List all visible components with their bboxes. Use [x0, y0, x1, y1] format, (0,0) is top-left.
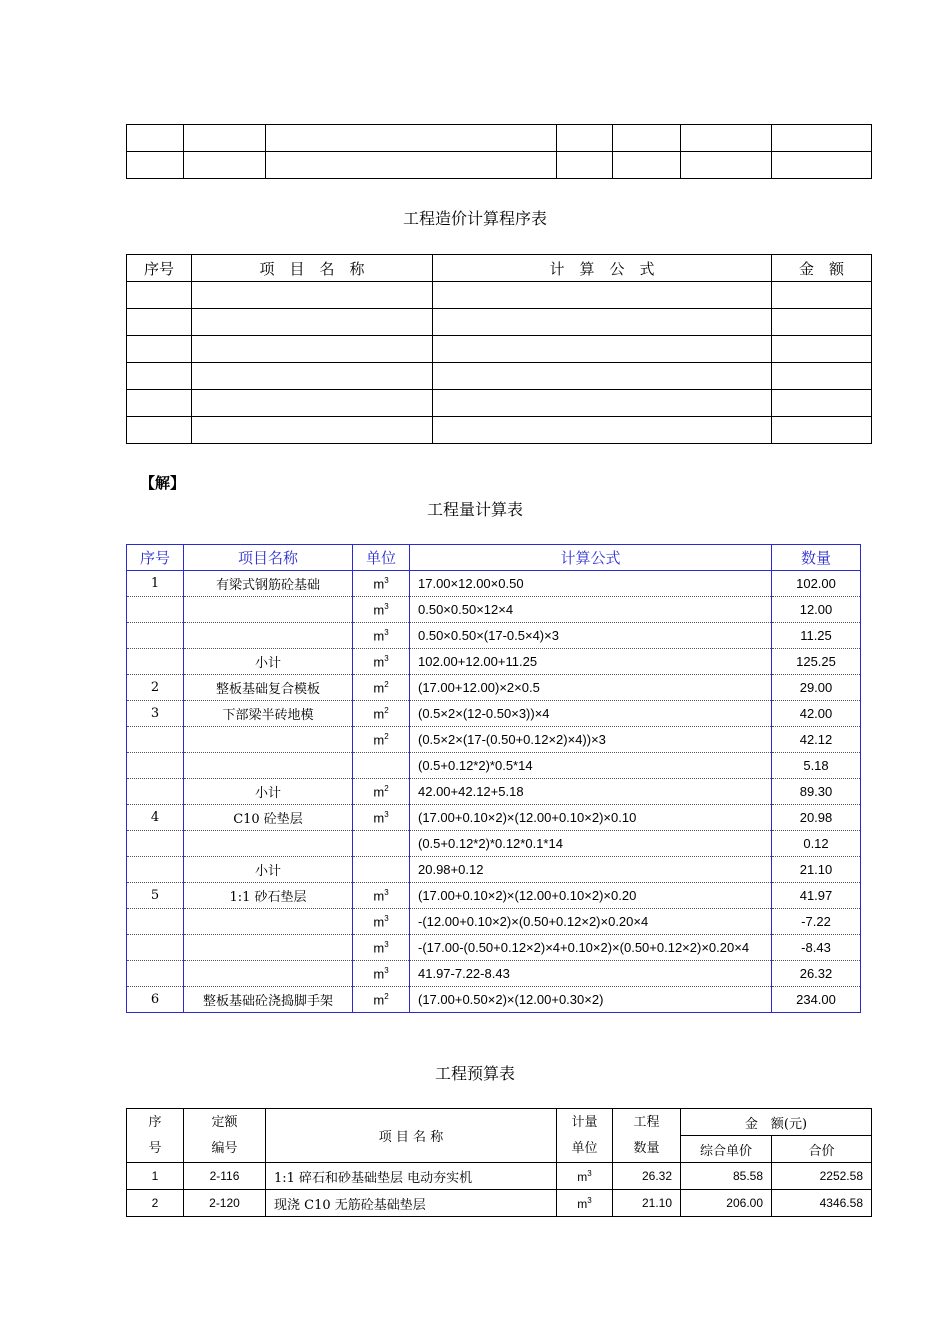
- row-unit: [353, 909, 410, 935]
- table-row: [127, 831, 861, 857]
- qty-table-body: [127, 571, 861, 1013]
- row-quantity: 29.00: [772, 675, 861, 701]
- unit-exponent: 2: [384, 783, 389, 793]
- unit-exponent: 3: [384, 601, 389, 611]
- row-unit: [353, 857, 410, 883]
- unit-exponent: 2: [384, 731, 389, 741]
- row-formula: (0.5+0.12*2)*0.5*14: [410, 753, 772, 779]
- row-no: 2: [127, 675, 184, 701]
- header-formula: 计 算 公 式: [433, 255, 772, 282]
- unit-exponent: 3: [384, 809, 389, 819]
- cost-procedure-table: [126, 254, 872, 444]
- table-header-row: [127, 1109, 872, 1136]
- unit-base: m: [373, 784, 385, 800]
- row-formula: 102.00+12.00+11.25: [410, 649, 772, 675]
- row-unit: [353, 805, 410, 831]
- row-formula: (17.00+0.50×2)×(12.00+0.30×2): [410, 987, 772, 1013]
- table-row: [127, 152, 872, 179]
- row-total: 4346.58: [772, 1190, 872, 1217]
- row-unit: [353, 727, 410, 753]
- header-total: 合价: [772, 1136, 872, 1163]
- table-row: [127, 597, 861, 623]
- row-formula: 41.97-7.22-8.43: [410, 961, 772, 987]
- table-row: [127, 909, 861, 935]
- unit-base: m: [577, 1169, 588, 1184]
- row-formula: 17.00×12.00×0.50: [410, 571, 772, 597]
- row-unit: [353, 675, 410, 701]
- row-name: 1:1 砂石垫层: [184, 883, 353, 909]
- row-quantity: 11.25: [772, 623, 861, 649]
- row-unit: [353, 753, 410, 779]
- row-formula: 42.00+42.12+5.18: [410, 779, 772, 805]
- table-row: [127, 883, 861, 909]
- table-row: [127, 390, 872, 417]
- row-code: 2-120: [184, 1190, 266, 1217]
- row-no: [127, 857, 184, 883]
- row-no: 2: [127, 1190, 184, 1217]
- row-no: [127, 961, 184, 987]
- table-header-row: [127, 545, 861, 571]
- row-no: 3: [127, 701, 184, 727]
- row-unit: [353, 597, 410, 623]
- header-no: [127, 1109, 184, 1163]
- quantity-calculation-table: [126, 544, 861, 1013]
- row-no: [127, 831, 184, 857]
- header-no: 序号: [127, 545, 184, 571]
- row-no: [127, 935, 184, 961]
- row-unit: [353, 779, 410, 805]
- row-name: [184, 623, 353, 649]
- row-formula: (17.00+0.10×2)×(12.00+0.10×2)×0.10: [410, 805, 772, 831]
- unit-exponent: 2: [384, 705, 389, 715]
- unit-base: m: [373, 992, 385, 1008]
- unit-base: m: [373, 732, 385, 748]
- unit-exponent: 2: [384, 991, 389, 1001]
- row-quantity: 41.97: [772, 883, 861, 909]
- row-quantity: 0.12: [772, 831, 861, 857]
- row-quantity: 234.00: [772, 987, 861, 1013]
- row-quantity: 21.10: [772, 857, 861, 883]
- row-name: 整板基础复合模板: [184, 675, 353, 701]
- top-empty-table: [126, 124, 872, 179]
- row-quantity: 20.98: [772, 805, 861, 831]
- row-quantity: 26.32: [772, 961, 861, 987]
- row-unit: [557, 1190, 613, 1217]
- row-formula: (17.00+0.10×2)×(12.00+0.10×2)×0.20: [410, 883, 772, 909]
- row-name: 小计: [184, 649, 353, 675]
- unit-exponent: 3: [384, 575, 389, 585]
- header-formula: 计算公式: [410, 545, 772, 571]
- unit-base: m: [373, 706, 385, 722]
- table-row: [127, 1163, 872, 1190]
- row-formula: (0.5×2×(12-0.50×3))×4: [410, 701, 772, 727]
- row-no: [127, 623, 184, 649]
- row-formula: 0.50×0.50×(17-0.5×4)×3: [410, 623, 772, 649]
- header-name: 项 目 名 称: [266, 1109, 557, 1163]
- row-quantity: 12.00: [772, 597, 861, 623]
- row-quantity: 89.30: [772, 779, 861, 805]
- row-name: 有梁式钢筋砼基础: [184, 571, 353, 597]
- row-name: 小计: [184, 779, 353, 805]
- row-name: [184, 831, 353, 857]
- header-no-bottom: 号: [148, 1140, 162, 1156]
- header-no-top: 序: [148, 1114, 162, 1130]
- table-row: [127, 935, 861, 961]
- row-quantity: -7.22: [772, 909, 861, 935]
- unit-exponent: 3: [384, 627, 389, 637]
- header-code-top: 定额: [211, 1114, 238, 1130]
- row-no: 1: [127, 1163, 184, 1190]
- header-quantity: [613, 1109, 681, 1163]
- row-unit: [353, 571, 410, 597]
- row-name: [184, 961, 353, 987]
- header-code: [184, 1109, 266, 1163]
- table-row: [127, 961, 861, 987]
- row-no: [127, 779, 184, 805]
- row-formula: (0.5+0.12*2)*0.12*0.1*14: [410, 831, 772, 857]
- table-row: [127, 857, 861, 883]
- row-no: [127, 597, 184, 623]
- header-amount: 金 额(元): [681, 1109, 872, 1136]
- unit-base: m: [373, 810, 385, 826]
- table-row: [127, 987, 861, 1013]
- row-name: 整板基础砼浇捣脚手架: [184, 987, 353, 1013]
- header-unit-top: 计量: [571, 1114, 598, 1130]
- unit-exponent: 3: [384, 939, 389, 949]
- header-name: 项目名称: [184, 545, 353, 571]
- row-name: 小计: [184, 857, 353, 883]
- table-row: [127, 753, 861, 779]
- header-no: 序号: [127, 255, 192, 282]
- unit-exponent: 3: [384, 653, 389, 663]
- row-unit: [353, 961, 410, 987]
- row-unit-price: 85.58: [681, 1163, 772, 1190]
- unit-base: m: [373, 628, 385, 644]
- table-row: [127, 282, 872, 309]
- unit-base: m: [373, 940, 385, 956]
- row-name: [184, 909, 353, 935]
- row-name: C10 砼垫层: [184, 805, 353, 831]
- header-qty-top: 工程: [633, 1114, 660, 1130]
- row-formula: -(12.00+0.10×2)×(0.50+0.12×2)×0.20×4: [410, 909, 772, 935]
- row-formula: (17.00+12.00)×2×0.5: [410, 675, 772, 701]
- row-no: 4: [127, 805, 184, 831]
- row-unit-price: 206.00: [681, 1190, 772, 1217]
- unit-base: m: [577, 1196, 588, 1211]
- unit-exponent: 3: [384, 887, 389, 897]
- row-unit: [353, 987, 410, 1013]
- solution-label: 【解】: [140, 474, 186, 492]
- unit-base: m: [373, 914, 385, 930]
- unit-exponent: 2: [384, 679, 389, 689]
- header-qty-bottom: 数量: [633, 1140, 660, 1156]
- unit-exponent: 3: [587, 1168, 592, 1178]
- budget-table: [126, 1108, 872, 1217]
- row-quantity: 5.18: [772, 753, 861, 779]
- row-no: [127, 727, 184, 753]
- row-quantity: 42.00: [772, 701, 861, 727]
- unit-base: m: [373, 680, 385, 696]
- row-name: 下部梁半砖地模: [184, 701, 353, 727]
- table-row: [127, 336, 872, 363]
- table-row: [127, 675, 861, 701]
- row-code: 2-116: [184, 1163, 266, 1190]
- row-quantity: 125.25: [772, 649, 861, 675]
- row-quantity: 21.10: [613, 1190, 681, 1217]
- row-formula: 0.50×0.50×12×4: [410, 597, 772, 623]
- header-name: 项 目 名 称: [192, 255, 433, 282]
- table-header-row: [127, 255, 872, 282]
- header-unit-bottom: 单位: [571, 1140, 598, 1156]
- table-row: [127, 649, 861, 675]
- table-row: [127, 805, 861, 831]
- row-unit: [353, 701, 410, 727]
- qty-table-title: 工程量计算表: [426, 500, 523, 519]
- row-quantity: -8.43: [772, 935, 861, 961]
- table-row: [127, 417, 872, 444]
- row-quantity: 102.00: [772, 571, 861, 597]
- row-unit: [353, 649, 410, 675]
- table-row: [127, 1190, 872, 1217]
- header-amount: 金 额: [772, 255, 872, 282]
- row-total: 2252.58: [772, 1163, 872, 1190]
- unit-exponent: 3: [587, 1195, 592, 1205]
- row-no: [127, 649, 184, 675]
- row-name: [184, 753, 353, 779]
- header-unit-price: 综合单价: [681, 1136, 772, 1163]
- row-quantity: 42.12: [772, 727, 861, 753]
- row-name: 现浇 C10 无筋砼基础垫层: [266, 1190, 557, 1217]
- table-row: [127, 701, 861, 727]
- table-row: [127, 623, 861, 649]
- row-unit: [353, 935, 410, 961]
- header-unit: [557, 1109, 613, 1163]
- budget-table-body: [127, 1163, 872, 1217]
- table-row: [127, 779, 861, 805]
- row-quantity: 26.32: [613, 1163, 681, 1190]
- row-name: 1:1 碎石和砂基础垫层 电动夯实机: [266, 1163, 557, 1190]
- header-quantity: 数量: [772, 545, 861, 571]
- table-row: [127, 571, 861, 597]
- unit-base: m: [373, 888, 385, 904]
- proc-table-title: 工程造价计算程序表: [402, 209, 547, 228]
- row-no: 6: [127, 987, 184, 1013]
- unit-base: m: [373, 654, 385, 670]
- header-unit: 单位: [353, 545, 410, 571]
- table-row: [127, 125, 872, 152]
- row-formula: 20.98+0.12: [410, 857, 772, 883]
- row-no: [127, 753, 184, 779]
- row-no: 5: [127, 883, 184, 909]
- row-unit: [353, 883, 410, 909]
- row-name: [184, 935, 353, 961]
- row-no: 1: [127, 571, 184, 597]
- unit-base: m: [373, 602, 385, 618]
- table-row: [127, 309, 872, 336]
- row-name: [184, 727, 353, 753]
- unit-exponent: 3: [384, 913, 389, 923]
- row-unit: [557, 1163, 613, 1190]
- row-no: [127, 909, 184, 935]
- row-unit: [353, 623, 410, 649]
- unit-base: m: [373, 966, 385, 982]
- budget-table-title: 工程预算表: [434, 1064, 515, 1083]
- unit-exponent: 3: [384, 965, 389, 975]
- row-name: [184, 597, 353, 623]
- table-row: [127, 363, 872, 390]
- row-formula: -(17.00-(0.50+0.12×2)×4+0.10×2)×(0.50+0.12×2)×0.20×4: [410, 935, 772, 961]
- row-unit: [353, 831, 410, 857]
- row-formula: (0.5×2×(17-(0.50+0.12×2)×4))×3: [410, 727, 772, 753]
- table-row: [127, 727, 861, 753]
- header-code-bottom: 编号: [211, 1140, 238, 1156]
- unit-base: m: [373, 576, 385, 592]
